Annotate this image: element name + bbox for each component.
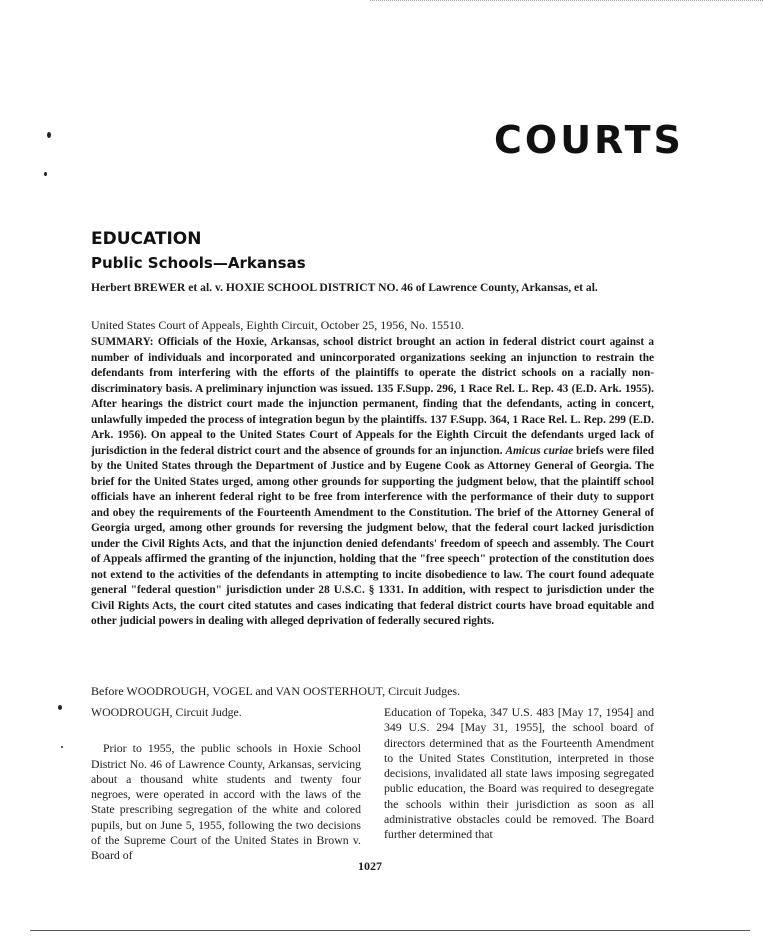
opinion-column-left — [91, 705, 361, 864]
opinion-column-right — [384, 705, 654, 843]
scan-speck — [58, 705, 62, 710]
section-heading: EDUCATION — [91, 229, 202, 249]
scan-speck — [44, 172, 47, 176]
summary-label: SUMMARY: — [91, 336, 154, 348]
opinion-paragraph-continued: Education of Topeka, 347 U.S. 483 [May 17, 1954] and 349 U.S. 294 [May 31, 1955], the school board of directors determined that as the Fourteenth Amendment to the United States Constitution, interpreted in those decisions, invalidated all state laws imposing segregated public education, the Board was required to desegregate the schools within their jurisdiction as soon as all administrative obstacles could be removed. The Board further determined that — [384, 705, 654, 842]
subsection-heading: Public Schools—Arkansas — [91, 254, 306, 272]
case-caption: Herbert BREWER et al. v. HOXIE SCHOOL DISTRICT NO. 46 of Lawrence County, Arkansas, et al. — [91, 281, 598, 294]
court-info: United States Court of Appeals, Eighth Circuit, October 25, 1956, No. 15510. — [91, 318, 464, 332]
page-title: COURTS — [494, 118, 684, 162]
summary-text-part2: briefs were filed by the United States through the Department of Justice and by Eugene Cook as Attorney General of Georgia. The brief for the United States urged, among other grounds for supporting the judgment below, that the plaintiff school officials have an inherent federal right to be free from interference with the performance of their duty to support and obey the requirements of the Fourteenth Amendment to the Constitution. The brief of the Attorney General of Georgia urged, among other grounds for reversing the judgment below, that the federal court lacked jurisdiction under the Civil Rights Acts, and that the injunction denied defendants' freedom of speech and assembly. The Court of Appeals affirmed the granting of the injunction, holding that the "free speech" protection of the constitution does not extend to the activities of the defendants in attempting to incite disobedience to law. The court found adequate general "federal question" jurisdiction under 28 U.S.C. § 1331. In addition, with respect to jurisdiction under the Civil Rights Acts, the court cited statutes and cases indicating that federal district courts have broad equitable and other judicial powers in dealing with alleged deprivation of federally secured rights. — [91, 444, 654, 627]
bottom-scan-line — [30, 930, 750, 931]
scan-speck — [61, 746, 63, 748]
summary-text-part1: Officials of the Hoxie, Arkansas, school district brought an action in federal district court against a number of individuals and incorporated and unincorporated organizations seeking an injunction to restrain the defendants from interfering with the efforts of the plaintiffs to operate the district schools on a racially non-discriminatory basis. A preliminary injunction was issued. 135 F.Supp. 296, 1 Race Rel. L. Rep. 43 (E.D. Ark. 1955). After hearings the district court made the injunction permanent, finding that the defendants, acting in concert, unlawfully impeded the process of integration begun by the plaintiffs. 137 F.Supp. 364, 1 Race Rel. L. Rep. 299 (E.D. Ark. 1956). On appeal to the United States Court of Appeals for the Eighth Circuit the defendants urged lack of jurisdiction in the federal district court and the absence of grounds for an injunction. — [91, 336, 655, 457]
scan-edge-line — [370, 0, 763, 1]
opinion-judge: WOODROUGH, Circuit Judge. — [91, 705, 242, 719]
case-summary — [91, 335, 654, 630]
judges-line: Before WOODROUGH, VOGEL and VAN OOSTERHOUT, Circuit Judges. — [91, 684, 461, 698]
summary-italic: Amicus curiae — [505, 444, 574, 457]
page-number: 1027 — [358, 859, 382, 873]
scan-speck — [47, 132, 51, 138]
opinion-paragraph: Prior to 1955, the public schools in Hoxie School District No. 46 of Lawrence County, Arkansas, servicing about a thousand white students and twenty four negroes, were operated in accord with the laws of the State prescribing segregation of the white and colored pupils, but on June 5, 1955, following the two decisions of the Supreme Court of the United States in Brown v. Board of — [91, 741, 361, 863]
